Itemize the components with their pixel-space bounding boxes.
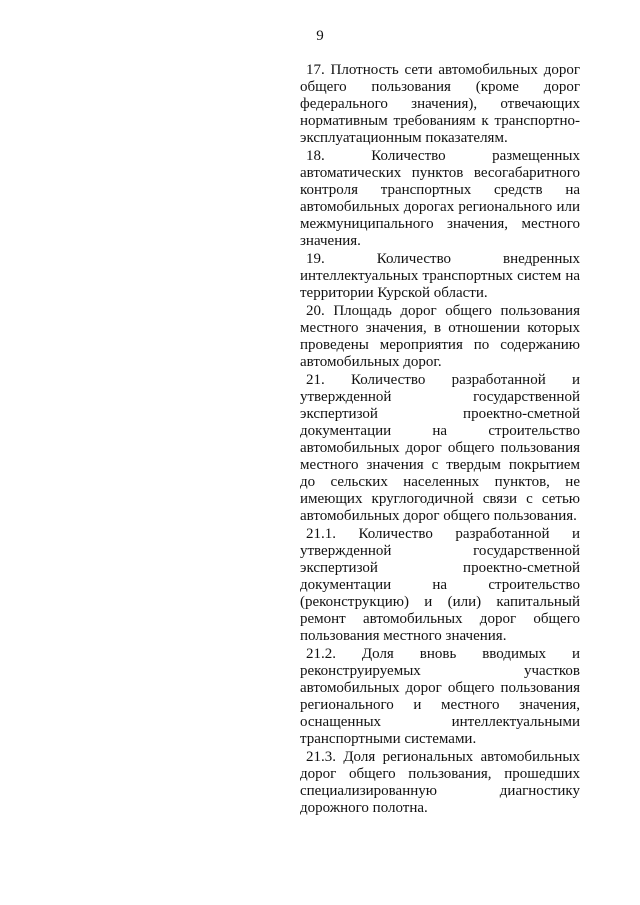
list-item: 21. Количество разработанной и утвержденной государственной экспертизой проектно-сметной документации на строительство автомобильных дорог общего пользования местного значения с твердым покрытием до сельских населенных пунктов, не имеющих круглогодичной связи с сетью автомобильных дорог общего пользования. [300,372,580,524]
list-item: 21.2. Доля вновь вводимых и реконструируемых участков автомобильных дорог общего пользования регионального и местного значения, оснащенных интеллектуальными транспортными системами. [300,646,580,747]
indicator-list [300,62,580,818]
list-item: 18. Количество размещенных автоматических пунктов весогабаритного контроля транспортных средств на автомобильных дорогах регионального или межмуниципального значения, местного значения. [300,148,580,249]
list-item: 21.3. Доля региональных автомобильных дорог общего пользования, прошедших специализированную диагностику дорожного полотна. [300,749,580,816]
list-item: 21.1. Количество разработанной и утвержденной государственной экспертизой проектно-сметной документации на строительство (реконструкцию) и (или) капитальный ремонт автомобильных дорог общего пользования местного значения. [300,526,580,644]
page-number: 9 [316,28,324,44]
list-item: 17. Плотность сети автомобильных дорог общего пользования (кроме дорог федерального значения), отвечающих нормативным требованиям к транспортно-эксплуатационным показателям. [300,62,580,146]
list-item: 20. Площадь дорог общего пользования местного значения, в отношении которых проведены мероприятия по содержанию автомобильных дорог. [300,303,580,370]
list-item: 19. Количество внедренных интеллектуальных транспортных систем на территории Курской области. [300,251,580,301]
